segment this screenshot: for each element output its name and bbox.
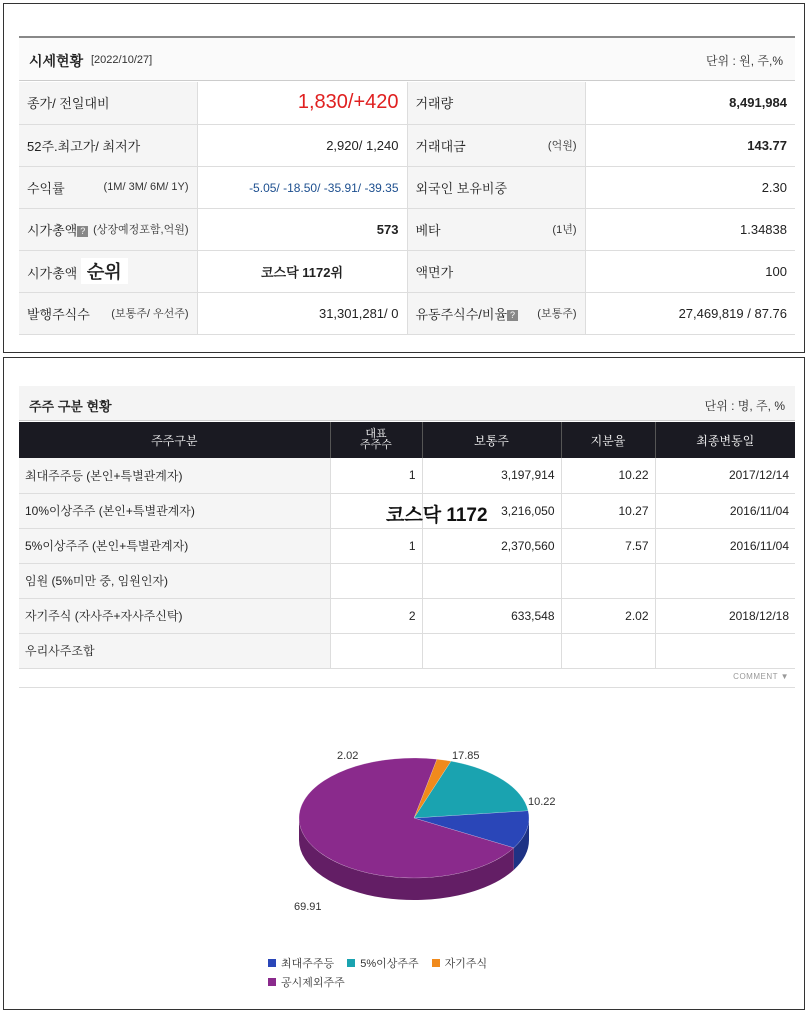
beta-value: 1.34838 [585,208,795,250]
legend-item: 자기주식 [432,955,488,971]
face-value: 100 [585,250,795,292]
price-status-panel [3,3,805,353]
row-label: 유동주식수/비율 ? (보통주) [407,292,585,334]
legend-swatch [347,959,355,967]
slice-label: 69.91 [294,901,322,913]
slice-label: 2.02 [337,750,359,762]
float-shares-value: 27,469,819 / 87.76 [585,292,795,334]
table-row [19,82,795,124]
overlay-rank-text: 코스닥 1172 [386,505,488,526]
row-label: 액면가 [407,250,585,292]
col-header-shares: 보통주 [422,422,561,458]
52w-high-low-value: 2,920/ 1,240 [197,124,407,166]
table-row: 자기주식 (자사주+자사주신탁) 2 633,548 2.02 2018/12/18 [19,598,795,633]
price-status-header [19,36,795,81]
returns-value: -5.05/ -18.50/ -35.91/ -39.35 [197,166,407,208]
row-label: 외국인 보유비중 [407,166,585,208]
table-row [19,292,795,334]
table-row [19,208,795,250]
legend-swatch [432,959,440,967]
col-header-date: 최종변동일 [655,422,795,458]
price-date: [2022/10/27] [91,54,153,66]
table-row [19,124,795,166]
legend-swatch [268,959,276,967]
unit-label: 단위 : 원, 주,% [705,54,783,68]
volume-value: 8,491,984 [585,82,795,124]
price-info-table [19,82,795,335]
row-label: 시가총액 순위 [19,250,197,292]
close-change-value: 1,830/+420 [197,82,407,124]
table-row: 5%이상주주 (본인+특별관계자) 1 2,370,560 7.57 2016/11/04 [19,528,795,563]
table-header-row [19,422,795,458]
rank-label: 순위 [81,258,128,284]
legend-item: 5%이상주주 [347,955,418,971]
help-icon[interactable]: ? [77,226,88,237]
row-label: 종가/ 전일대비 [19,82,197,124]
col-header-ratio: 지분율 [561,422,655,458]
table-row: 임원 (5%미만 중, 임원인자) [19,563,795,598]
row-label: 시가총액 ? (상장예정포함,억원) [19,208,197,250]
row-label: 52주.최고가/ 최저가 [19,124,197,166]
trade-amount-value: 143.77 [585,124,795,166]
table-row [19,166,795,208]
help-icon[interactable]: ? [507,310,518,321]
row-label: 거래량 [407,82,585,124]
shareholder-panel [3,357,805,1010]
table-row [19,250,795,292]
table-row: 10%이상주주 (본인+특별관계자) 3,216,050 10.27 2016/11/04 [19,493,795,528]
comment-toggle[interactable]: COMMENT ▼ [733,672,789,681]
foreign-ownership-value: 2.30 [585,166,795,208]
unit-label: 단위 : 명, 주, % [704,399,785,413]
shareholder-header [19,386,795,421]
row-label: 거래대금 (억원) [407,124,585,166]
col-header-category: 주주구분 [19,422,330,458]
legend-swatch [268,978,276,986]
table-row: 최대주주등 (본인+특별관계자) 1 3,197,914 10.22 2017/12/14 [19,458,795,493]
shareholder-table [19,422,795,669]
row-label: 발행주식수 (보통주/ 우선주) [19,292,197,334]
comment-bar [19,668,795,688]
shares-issued-value: 31,301,281/ 0 [197,292,407,334]
row-label: 수익률 (1M/ 3M/ 6M/ 1Y) [19,166,197,208]
table-row: 우리사주조합 [19,633,795,668]
row-label: 베타 (1년) [407,208,585,250]
market-cap-rank-value: 코스닥 1172위 [197,250,407,292]
legend-item: 최대주주등 [268,955,334,971]
panel-title: 시세현황 [29,53,84,69]
market-cap-value: 573 [197,208,407,250]
col-header-count: 대표 주주수 [330,422,422,458]
chart-legend [268,955,497,990]
slice-label: 17.85 [452,750,480,762]
panel-title: 주주 구분 현황 [29,399,112,414]
slice-label: 10.22 [528,796,556,808]
legend-item: 공시제외주주 [268,974,345,990]
